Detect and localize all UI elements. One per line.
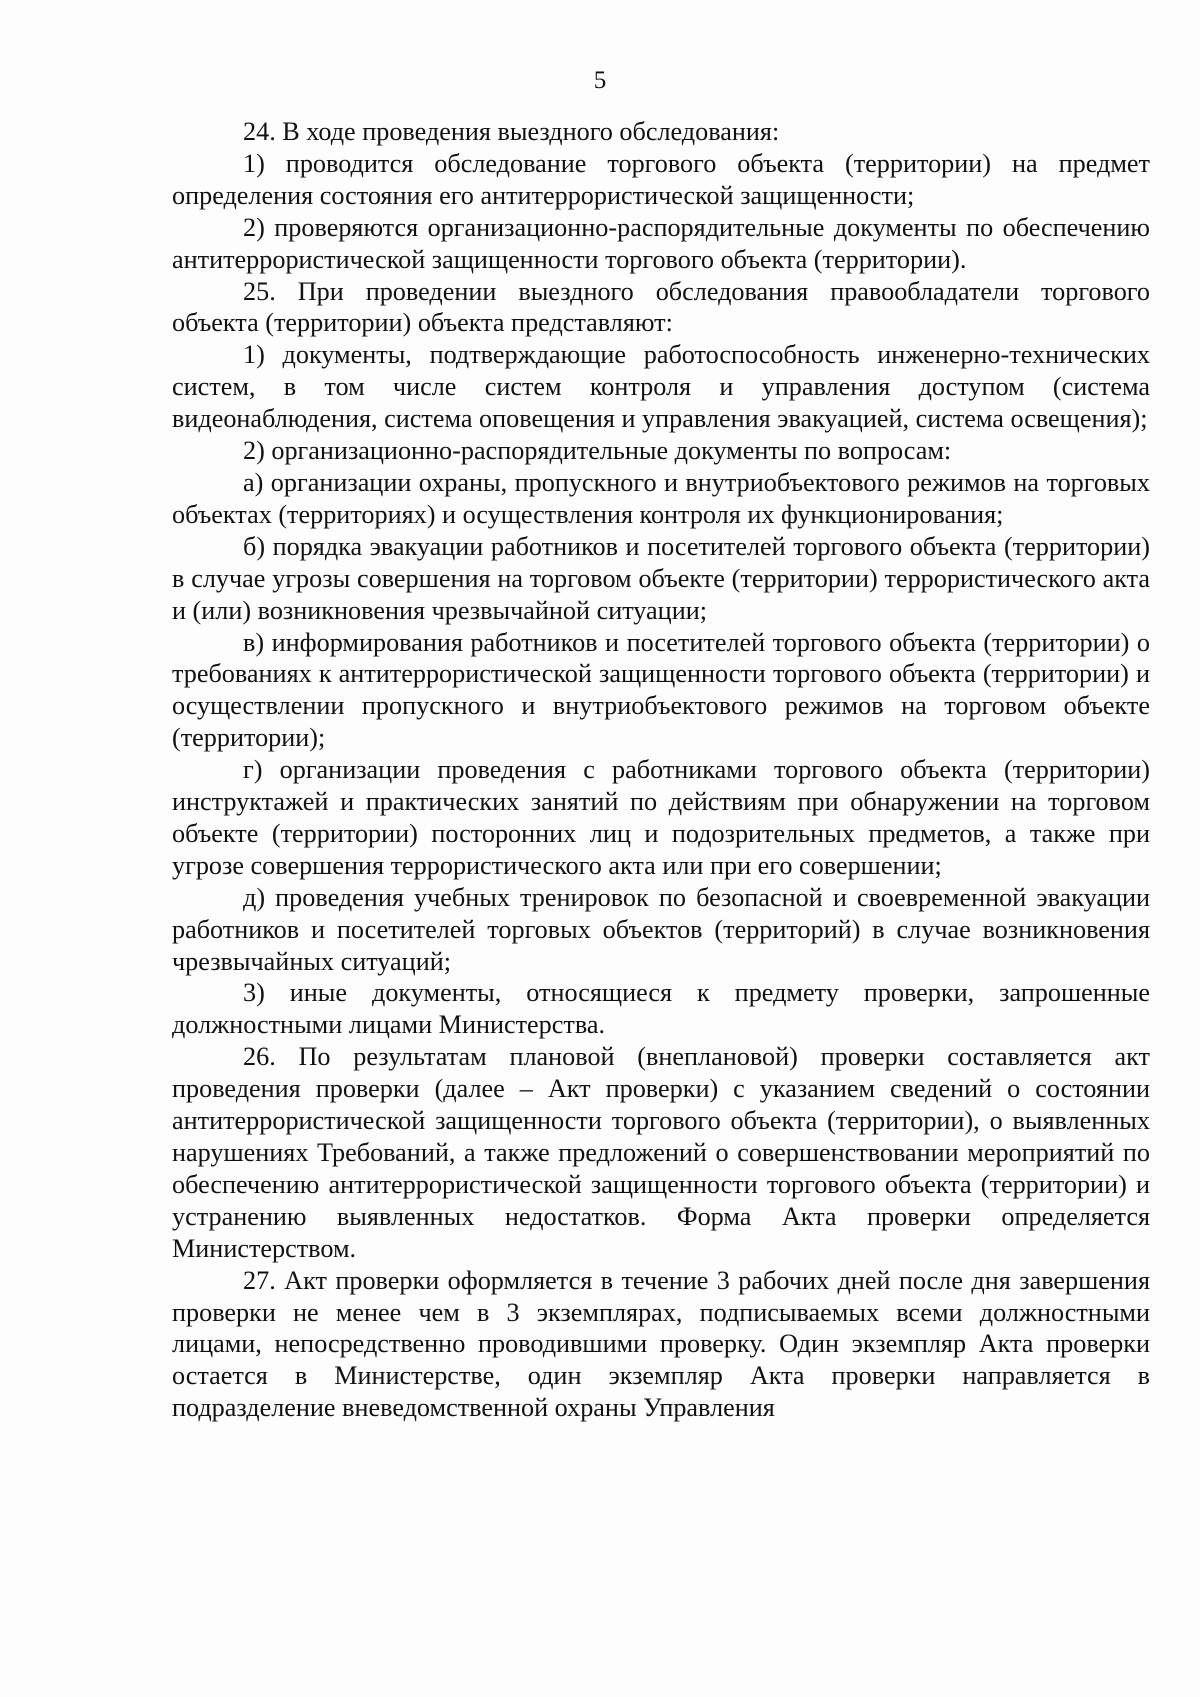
paragraph-24-item-1: 1) проводится обследование торгового объекта (территории) на предмет определения состояния его антитеррористической защищенности; (172, 148, 1150, 210)
paragraph-25-item-2d: д) проведения учебных тренировок по безопасной и своевременной эвакуации работников и посетителей торговых объектов (территорий) в случае возникновения чрезвычайных ситуаций; (172, 882, 1150, 976)
paragraph-25-item-2b: б) порядка эвакуации работников и посетителей торгового объекта (территории) в случае угрозы совершения на торговом объекте (территории) террористического акта и (или) возникновения чрезвычайной ситуации; (172, 531, 1150, 625)
paragraph-25: 25. При проведении выездного обследования правообладатели торгового объекта (территории) объекта представляют: (172, 276, 1150, 338)
paragraph-25-item-2g: г) организации проведения с работниками торгового объекта (территории) инструктажей и практических занятий по действиям при обнаружении на торговом объекте (территории) посторонних лиц и подозрительных предметов, а также при угрозе совершения террористического акта или при его совершении; (172, 755, 1150, 880)
paragraph-25-item-2v: в) информирования работников и посетителей торгового объекта (территории) о требованиях к антитеррористической защищенности торгового объекта (территории) и осуществлении пропускного и внутриобъектового режимов на торговом объекте (территории); (172, 627, 1150, 753)
paragraph-27: 27. Акт проверки оформляется в течение 3 рабочих дней после дня завершения проверки не менее чем в 3 экземплярах, подписываемых всеми должностными лицами, непосредственно проводившими проверку. Один экземпляр Акта проверки остается в Министерстве, один экземпляр Акта проверки направляется в подразделение вневедомственной охраны Управления (172, 1265, 1150, 1423)
document-body (172, 116, 1150, 1424)
paragraph-26: 26. По результатам плановой (внеплановой) проверки составляется акт проведения проверки (далее – Акт проверки) с указанием сведений о состоянии антитеррористической защищенности торгового объекта (территории), о выявленных нарушениях Требований, а также предложений о совершенствовании мероприятий по обеспечению антитеррористической защищенности торгового объекта (территории) и устранению выявленных недостатков. Форма Акта проверки определяется Министерством. (172, 1042, 1150, 1263)
paragraph-25-item-1: 1) документы, подтверждающие работоспособность инженерно-технических систем, в том числе систем контроля и управления доступом (система видеонаблюдения, система оповещения и управления эвакуацией, система освещения); (172, 340, 1150, 434)
paragraph-25-item-3: 3) иные документы, относящиеся к предмету проверки, запрошенные должностными лицами Министерства. (172, 978, 1150, 1040)
paragraph-24-item-2: 2) проверяются организационно-распорядительные документы по обеспечению антитеррористической защищенности торгового объекта (территории). (172, 212, 1150, 274)
paragraph-24: 24. В ходе проведения выездного обследования: (243, 117, 780, 146)
page-number: 5 (593, 67, 607, 94)
paragraph-25-item-2a: а) организации охраны, пропускного и внутриобъектового режимов на торговых объектах (территориях) и осуществления контроля их функционирования; (172, 467, 1150, 529)
paragraph-25-item-2: 2) организационно-распорядительные документы по вопросам: (243, 436, 952, 466)
